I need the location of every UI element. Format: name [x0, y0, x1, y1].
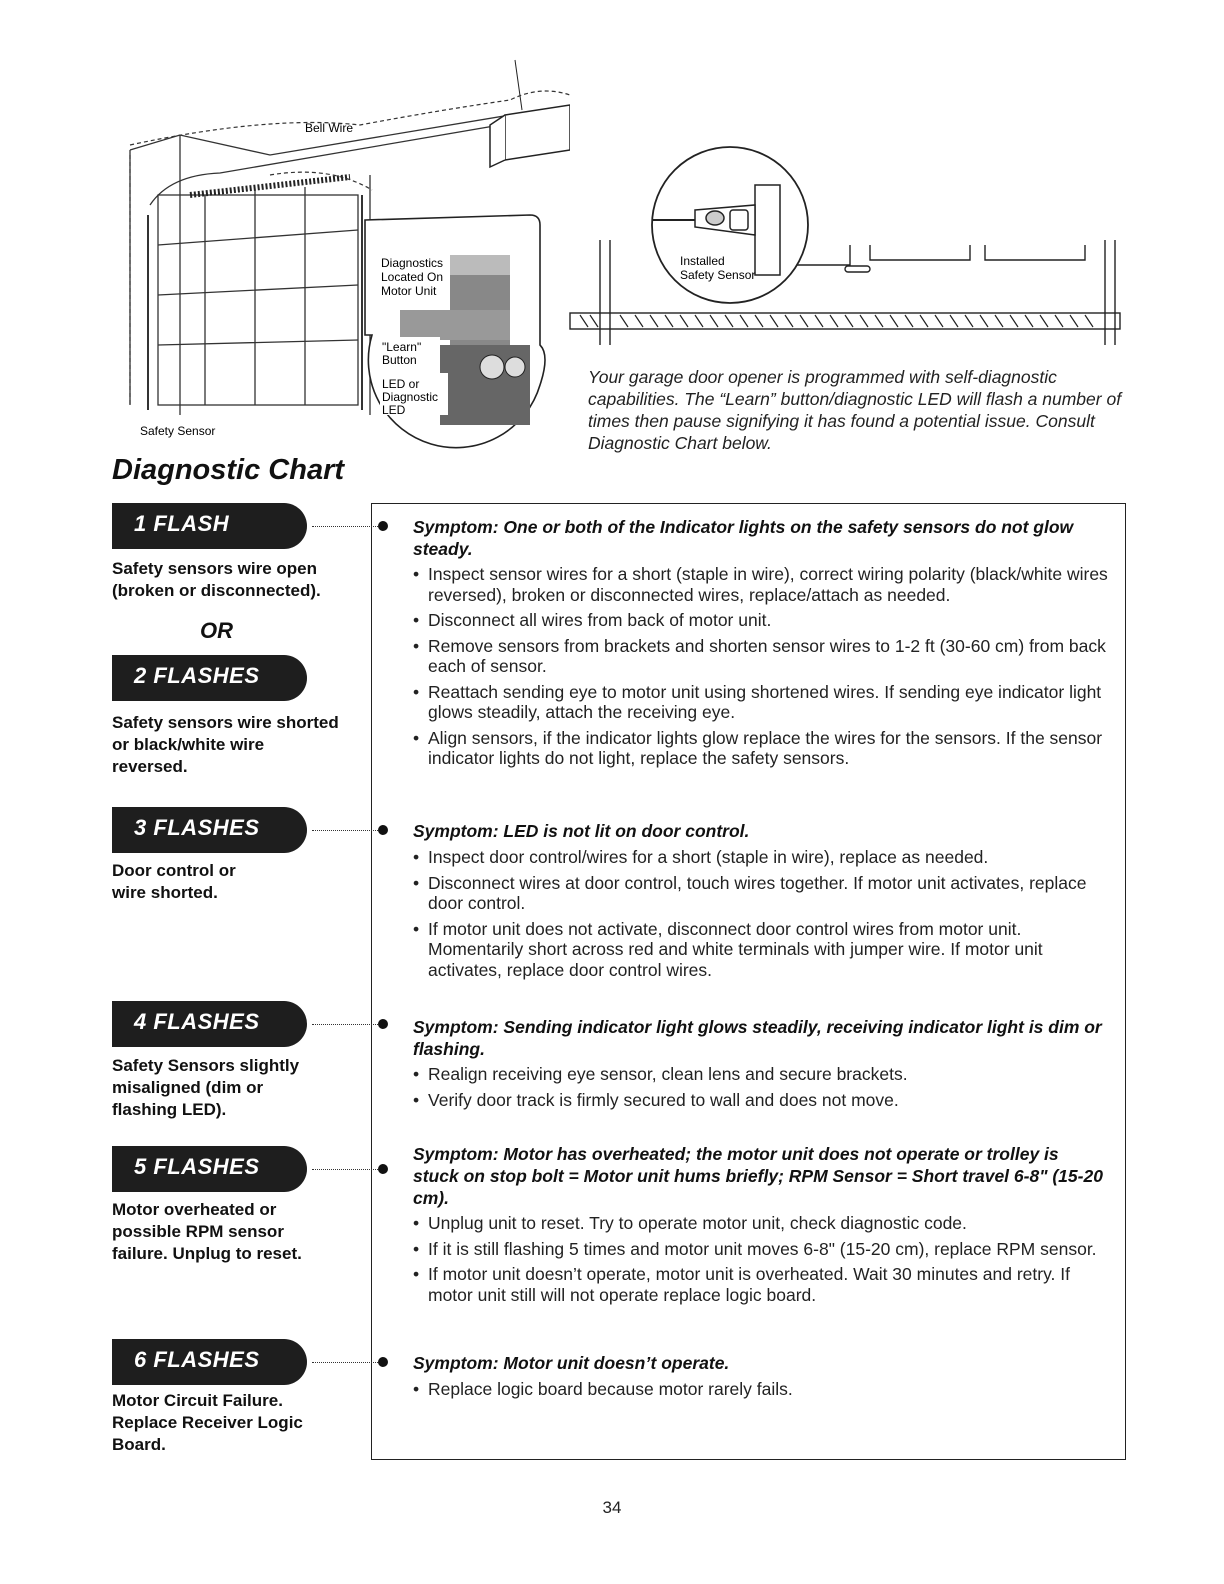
bullet-dot-6	[378, 1357, 388, 1367]
bullet-dot-1	[378, 521, 388, 531]
led-label-line1: LED or	[382, 377, 420, 391]
led-label-line3: LED	[382, 403, 406, 417]
leader-line-3	[312, 830, 380, 831]
list-item: • Disconnect all wires from back of motor unit.	[413, 610, 1113, 631]
badge-5-flashes	[112, 1146, 311, 1192]
cause-4: Safety Sensors slightly misaligned (dim or flashing LED).	[112, 1056, 300, 1119]
badge-2-flashes	[112, 655, 311, 701]
badge-label: 6 FLASHES	[134, 1347, 260, 1372]
cause-1: Safety sensors wire open (broken or disconnected).	[112, 559, 321, 600]
symptom-bullets-1	[413, 564, 1113, 774]
symptom-bullets-2	[413, 847, 1113, 985]
diagnostics-label-line3: Motor Unit	[381, 284, 437, 298]
cause-6: Motor Circuit Failure. Replace Receiver Logic Board.	[112, 1391, 303, 1454]
or-label: OR	[200, 618, 233, 643]
symptom-bullets-5	[413, 1379, 1113, 1405]
symptom-title-4: Symptom: Motor has overheated; the motor unit does not operate or trolley is stuck on stop bolt = Motor unit hums briefly; RPM Sensor = Short travel 6-8" (15-20 cm).	[413, 1144, 1103, 1208]
list-item: • Reattach sending eye to motor unit using shortened wires. If sending eye indicator light glows steadily, attach the receiving eye.	[413, 682, 1113, 723]
symptom-title-3: Symptom: Sending indicator light glows steadily, receiving indicator light is dim or flashing.	[413, 1017, 1102, 1059]
badge-1-flash	[112, 503, 311, 549]
badge-label: 4 FLASHES	[134, 1009, 260, 1034]
cause-3: Door control or wire shorted.	[112, 861, 236, 902]
list-item: • If motor unit doesn’t operate, motor unit is overheated. Wait 30 minutes and retry. If motor unit still will not operate replace logic board.	[413, 1264, 1113, 1305]
cause-2: Safety sensors wire shorted or black/white wire reversed.	[112, 713, 339, 776]
badge-label: 1 FLASH	[134, 511, 230, 536]
list-item: • If motor unit does not activate, disconnect door control wires from motor unit. Momentarily short across red and white terminals with jumper wire. If motor unit activates, replace door control wires.	[413, 919, 1113, 981]
learn-button-label-line1: "Learn"	[382, 340, 422, 354]
badge-3-flashes	[112, 807, 311, 853]
list-item: • Verify door track is firmly secured to wall and does not move.	[413, 1090, 1113, 1111]
symptom-title-5: Symptom: Motor unit doesn’t operate.	[413, 1353, 730, 1373]
badge-4-flashes	[112, 1001, 311, 1047]
list-item: • Align sensors, if the indicator lights glow replace the wires for the sensors. If the sensor indicator lights do not light, replace the safety sensors.	[413, 728, 1113, 769]
chart-title: Diagnostic Chart	[112, 454, 345, 486]
symptom-bullets-4	[413, 1213, 1113, 1310]
learn-button-label-line2: Button	[382, 353, 417, 367]
leader-line-4	[312, 1024, 380, 1025]
bullet-dot-3	[378, 825, 388, 835]
safety-sensor-illustration	[560, 145, 1130, 360]
list-item: • Inspect sensor wires for a short (staple in wire), correct wiring polarity (black/white wires reversed), broken or disconnected wires, replace/attach as needed.	[413, 564, 1113, 605]
garage-door-illustration	[110, 55, 570, 455]
symptom-bullets-3	[413, 1064, 1113, 1115]
badge-label: 2 FLASHES	[134, 663, 260, 688]
installed-label-line2: Safety Sensor	[680, 268, 756, 282]
led-label-line2: Diagnostic	[382, 390, 439, 404]
cause-5: Motor overheated or possible RPM sensor failure. Unplug to reset.	[112, 1200, 302, 1263]
bell-wire-label: Bell Wire	[305, 121, 354, 135]
list-item: • Realign receiving eye sensor, clean lens and secure brackets.	[413, 1064, 1113, 1085]
list-item: • Disconnect wires at door control, touch wires together. If motor unit activates, replace door control.	[413, 873, 1113, 914]
list-item: • If it is still flashing 5 times and motor unit moves 6-8" (15-20 cm), replace RPM sensor.	[413, 1239, 1113, 1260]
symptom-title-2: Symptom: LED is not lit on door control.	[413, 821, 750, 841]
intro-text: Your garage door opener is programmed with self-diagnostic capabilities. The “Learn” button/diagnostic LED will flash a number of times then pause signifying it has found a potential issue. Consult Diagnostic Chart below.	[588, 367, 1122, 453]
badge-6-flashes	[112, 1339, 311, 1385]
badge-label: 5 FLASHES	[134, 1154, 260, 1179]
safety-sensor-label: Safety Sensor	[140, 424, 216, 438]
leader-line-5	[312, 1169, 380, 1170]
list-item: • Replace logic board because motor rarely fails.	[413, 1379, 1113, 1400]
list-item: • Inspect door control/wires for a short (staple in wire), replace as needed.	[413, 847, 1113, 868]
list-item: • Unplug unit to reset. Try to operate motor unit, check diagnostic code.	[413, 1213, 1113, 1234]
bullet-dot-4	[378, 1019, 388, 1029]
page-number: 34	[602, 1498, 622, 1517]
list-item: • Remove sensors from brackets and shorten sensor wires to 1-2 ft (30-60 cm) from back each of sensor.	[413, 636, 1113, 677]
installed-label-line1: Installed	[680, 254, 725, 268]
badge-label: 3 FLASHES	[134, 815, 260, 840]
diagnostics-label-line2: Located On	[381, 270, 444, 284]
leader-line-1	[312, 526, 380, 527]
symptom-title-1: Symptom: One or both of the Indicator lights on the safety sensors do not glow steady.	[413, 517, 1074, 559]
bullet-dot-5	[378, 1164, 388, 1174]
leader-line-6	[312, 1362, 380, 1363]
diagnostics-label-line1: Diagnostics	[381, 256, 444, 270]
